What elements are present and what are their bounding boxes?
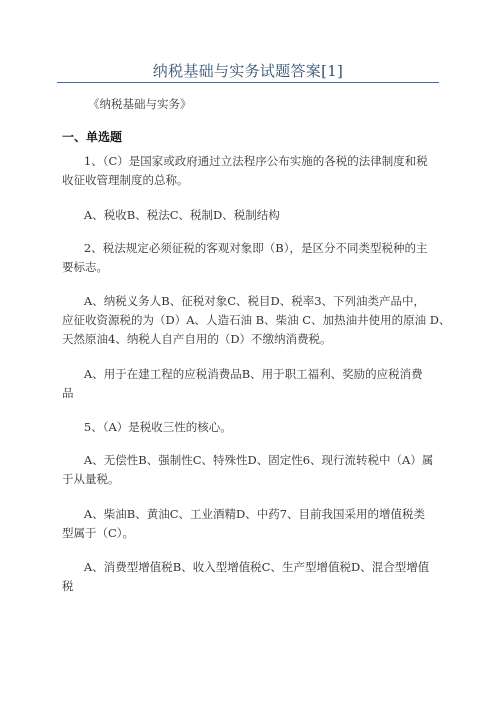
paragraph: [62, 206, 442, 225]
document-subtitle: 《纳税基础与实务》: [88, 97, 192, 111]
paragraph: [62, 292, 451, 349]
paragraph-line: 天然原油4、纳税人自产自用的（D）不缴纳消费税。: [62, 332, 332, 346]
paragraph: [62, 418, 442, 437]
paragraph-line: A、消费型增值税B、收入型增值税C、生产型增值税D、混合型增值: [62, 560, 430, 574]
paragraph-line: 型属于（C）。: [62, 526, 135, 540]
paragraph-line: 税: [62, 579, 74, 593]
paragraph-line: A、纳税义务人B、征税对象C、税目D、税率3、下列油类产品中，: [62, 294, 426, 308]
paragraph: [62, 152, 442, 190]
paragraph-line: 于从量税。: [62, 472, 120, 486]
title-divider: [57, 82, 439, 83]
paragraph-line: A、无偿性B、强制性C、特殊性D、固定性6、现行流转税中（A）属: [62, 453, 434, 467]
paragraph: [62, 558, 442, 596]
paragraph: [62, 505, 442, 543]
section-heading: 一、单选题: [62, 130, 123, 144]
paragraph-line: 5、（A）是税收三性的核心。: [62, 420, 232, 434]
paragraph: [62, 365, 442, 403]
paragraph-line: 1、（C）是国家或政府通过立法程序公布实施的各税的法律制度和税: [62, 154, 428, 168]
paragraph-line: 2、税法规定必须征税的客观对象即（B），是区分不同类型税种的主: [62, 241, 428, 255]
paragraph-line: 收征收管理制度的总称。: [62, 173, 189, 187]
document-title: 纳税基础与实务试题答案[1]: [152, 62, 344, 80]
paragraph-line: A、柴油B、黄油C、工业酒精D、中药7、目前我国采用的增值税类: [62, 507, 426, 521]
paragraph: [62, 451, 442, 489]
paragraph-line: 要标志。: [62, 260, 108, 274]
paragraph-line: A、税收B、税法C、税制D、税制结构: [62, 208, 280, 222]
paragraph-line: 应征收资源税的为（D）A、人造石油 B、柴油 C、加热油井使用的原油 D、: [62, 313, 451, 327]
paragraph-line: A、用于在建工程的应税消费品B、用于职工福利、奖励的应税消费: [62, 367, 423, 381]
paragraph-line: 品: [62, 386, 74, 400]
paragraph: [62, 239, 442, 277]
